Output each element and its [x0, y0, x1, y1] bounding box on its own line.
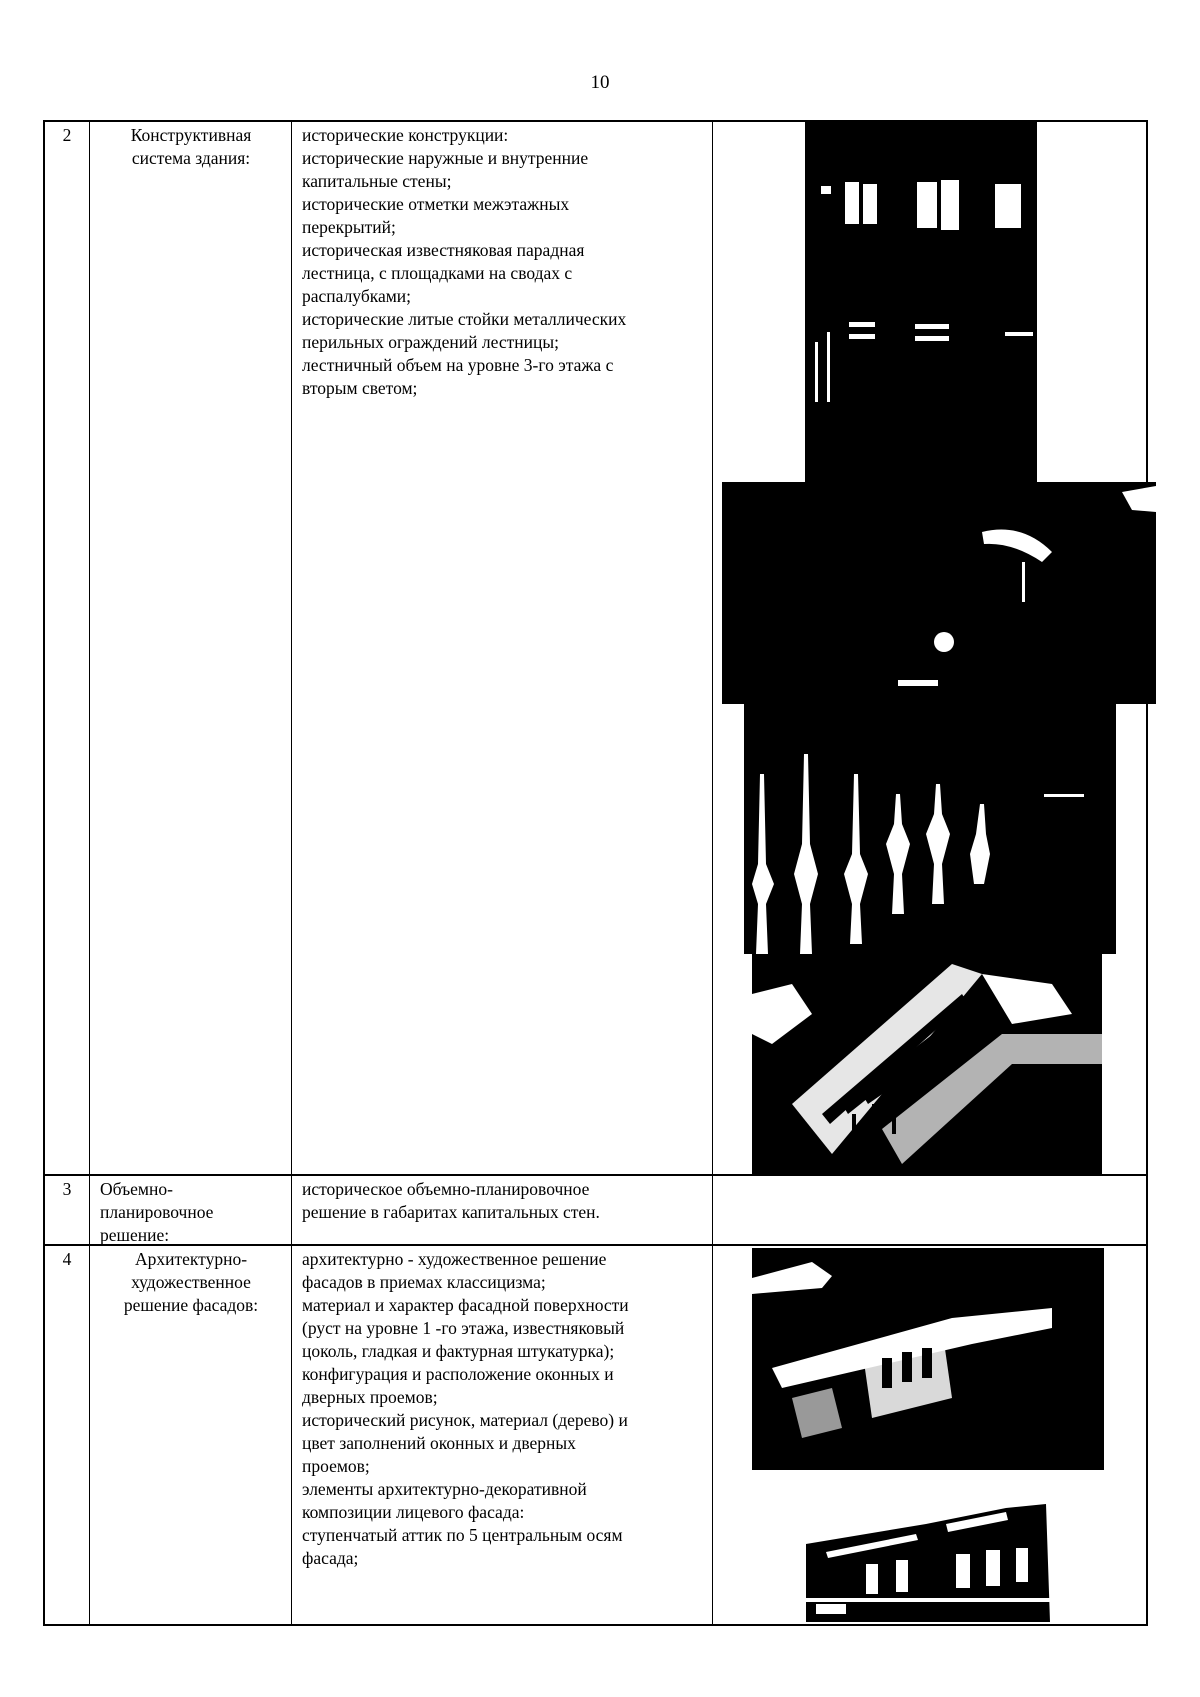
row-number: 2: [62, 125, 72, 145]
column-divider: [291, 120, 292, 1626]
characteristic-description: историческое объемно-планировочное решение в габаритах капитальных стен.: [302, 1179, 600, 1222]
characteristic-description: исторические конструкции: исторические наружные и внутренние капитальные стены; исторические отметки межэтажных перекрытий; историческая известняковая парадная лестница, с площадками на сводах с распалубками; исторические литые стойки металлических перильных ограждений лестницы; лестничный объем на уровне 3-го этажа с вторым светом;: [302, 125, 627, 398]
row-number: 4: [62, 1249, 72, 1269]
characteristic-name: Конструктивная система здания:: [130, 125, 252, 168]
photo-balusters: [744, 704, 1116, 954]
column-divider: [89, 120, 90, 1626]
table-border-bottom: [43, 1624, 1148, 1626]
characteristic-description: архитектурно - художественное решение фасадов в приемах классицизма; материал и характер фасадной поверхности (руст на уровне 1 -го этажа, известняковый цоколь, гладкая и фактурная штукатурка); конфигурация и расположение оконных и дверных проемов; исторический рисунок, материал (дерево) и цвет заполнений оконных и дверных проемов; элементы архитектурно-декоративной композиции лицевого фасада: ступенчатый аттик по 5 центральным осям фасада;: [302, 1249, 629, 1568]
characteristic-name: Архитектурно- художественное решение фасадов:: [123, 1249, 259, 1315]
table-border-left: [43, 120, 45, 1626]
photo-stair-landing: [722, 482, 1156, 704]
photo-facade-attic: [806, 1494, 1050, 1622]
photo-stair-flight: [752, 954, 1102, 1176]
characteristic-name: Объемно- планировочное решение:: [100, 1179, 214, 1245]
row-number: 3: [62, 1179, 72, 1199]
table-border-right: [1146, 120, 1148, 1626]
column-divider: [712, 120, 713, 1626]
photo-facade-street: [752, 1248, 1104, 1470]
page-number: 10: [590, 72, 610, 93]
photo-facade-windows: [805, 122, 1045, 482]
